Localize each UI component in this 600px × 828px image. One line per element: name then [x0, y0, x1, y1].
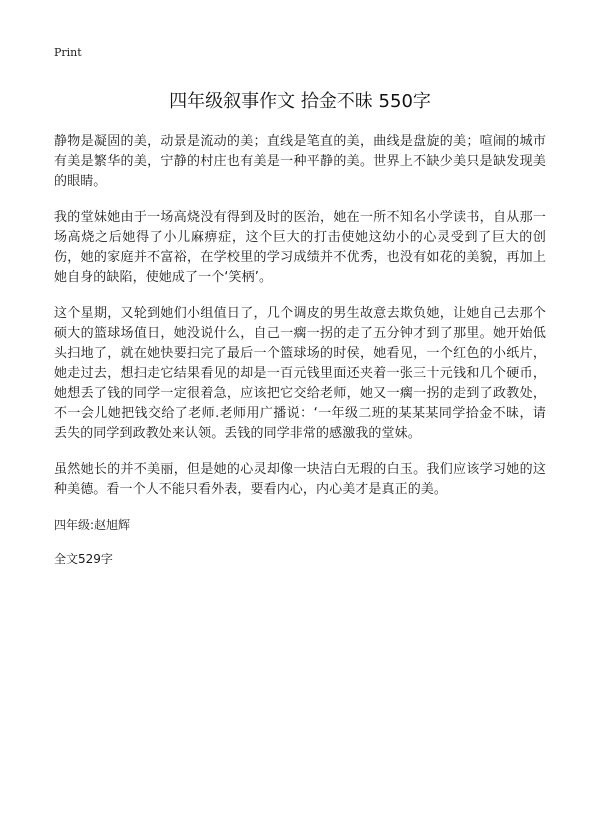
article-paragraph-3: 这个星期，又轮到她们小组值日了，几个调皮的男生故意去欺负她，让她自己去那个硕大的篮球场值日，她没说什么，自己一瘸一拐的走了五分钟才到了那里。她开始低头扫地了，就在她快要扫完了最后一个篮球场的时侯，她看见，一个红色的小纸片，她走过去，想扫走它结果看见的却是一百元钱里面还夹着一张三十元钱和几个硬币，她想丢了钱的同学一定很着急，应该把它交给老师，她又一瘸一拐的走到了政教处，不一会儿她把钱交给了老师.老师用广播说：‘一年级二班的某某某同学拾金不昧，请丢失的同学到政教处来认领。丢钱的同学非常的感激我的堂妹。: [54, 306, 546, 441]
print-link[interactable]: Print: [54, 46, 82, 59]
article-paragraph-1: 静物是凝固的美，动景是流动的美；直线是笔直的美，曲线是盘旋的美；喧闹的城市有美是繁华的美，宁静的村庄也有美是一种平静的美。世界上不缺少美只是缺发现美的眼睛。: [54, 134, 546, 189]
article-paragraph-2: 我的堂妹她由于一场高烧没有得到及时的医治，她在一所不知名小学读书，自从那一场高烧之后她得了小儿麻痹症，这个巨大的打击使她这幼小的心灵受到了巨大的创伤，她的家庭并不富裕，在学校里的学习成绩并不优秀，也没有如花的美貌，再加上她自身的缺陷，使她成了一个‘笑柄’。: [54, 210, 546, 285]
article-title: 四年级叙事作文 拾金不昧 550字: [169, 91, 431, 112]
word-count: 全文529字: [54, 552, 113, 566]
article-paragraph-4: 虽然她长的并不美丽，但是她的心灵却像一块洁白无瑕的白玉。我们应该学习她的这种美德。看一个人不能只看外表，要看内心，内心美才是真正的美。: [54, 462, 546, 497]
article-author: 四年级:赵旭辉: [54, 518, 131, 532]
